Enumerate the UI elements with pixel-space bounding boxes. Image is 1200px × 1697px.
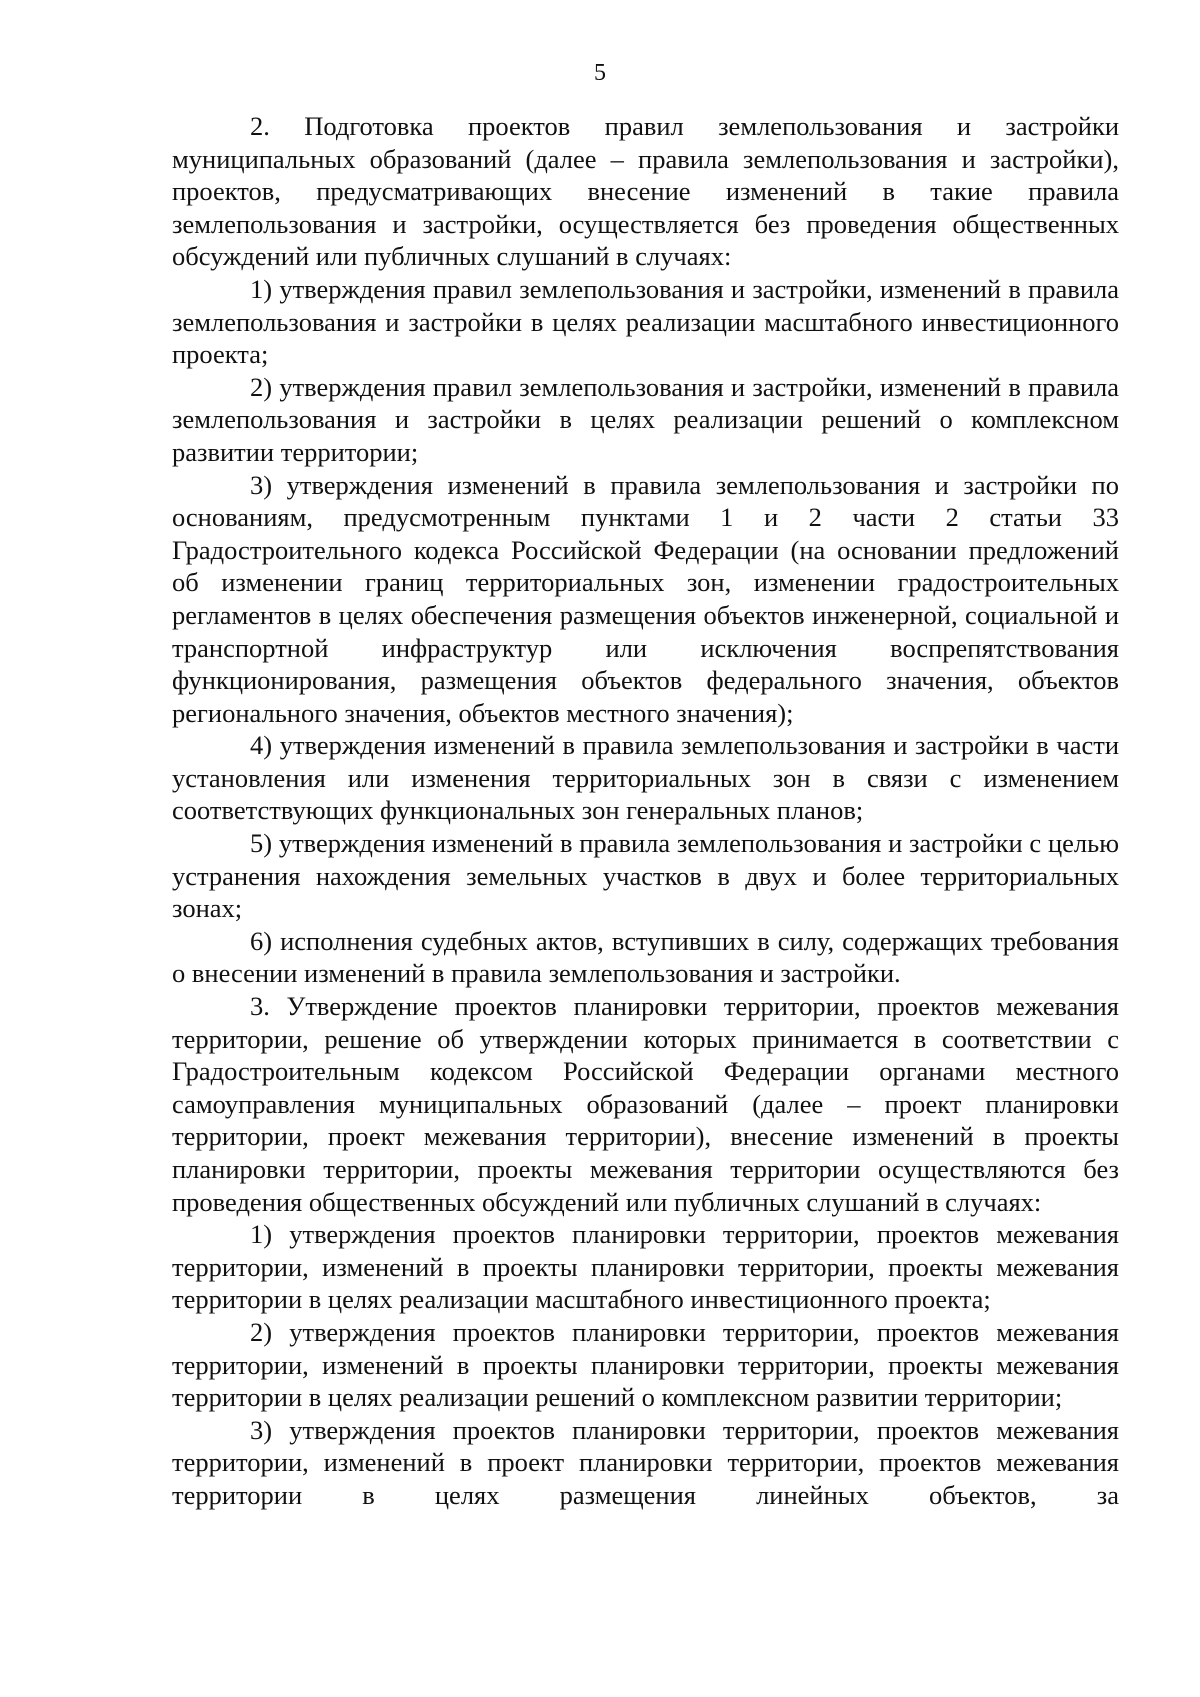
paragraph-2-item-1: 1) утверждения правил землепользования и застройки, изменений в правила землепользования и застройки в целях реализации масштабного инвестиционного проекта; bbox=[172, 273, 1119, 370]
paragraph-3: 3. Утверждение проектов планировки территории, проектов межевания территории, решение об утверждении которых принимается в соответствии с Градостроительным кодексом Российской Федерации органами местного самоуправления муниципальных образований (далее – проект планировки территории, проект межевания территории), внесение изменений в проекты планировки территории, проекты межевания территории осуществляются без проведения общественных обсуждений или публичных слушаний в случаях: bbox=[172, 991, 1119, 1217]
paragraph-2-item-2: 2) утверждения правил землепользования и застройки, изменений в правила землепользования и застройки в целях реализации решений о комплексном развитии территории; bbox=[172, 371, 1119, 467]
paragraph-2-item-4: 4) утверждения изменений в правила землепользования и застройки в части установления или изменения территориальных зон в связи с изменением соответствующих функциональных зон генеральных планов; bbox=[172, 730, 1119, 826]
paragraph-2-item-5: 5) утверждения изменений в правила землепользования и застройки с целью устранения нахождения земельных участков в двух и более территориальных зонах; bbox=[172, 828, 1119, 924]
paragraph-3-item-1: 1) утверждения проектов планировки территории, проектов межевания территории, изменений в проекты планировки территории, проекты межевания территории в целях реализации масштабного инвестиционного проекта; bbox=[172, 1219, 1119, 1315]
page-number: 5 bbox=[594, 60, 606, 86]
paragraph-2: 2. Подготовка проектов правил землепользования и застройки муниципальных образований (далее – правила землепользования и застройки), проектов, предусматривающих внесение изменений в такие правила землепользования и застройки, осуществляется без проведения общественных обсуждений или публичных слушаний в случаях: bbox=[172, 111, 1119, 272]
paragraph-2-item-3: 3) утверждения изменений в правила землепользования и застройки по основаниям, предусмотренным пунктами 1 и 2 части 2 статьи 33 Градостроительного кодекса Российской Федерации (на основании предложений об изменении границ территориальных зон, изменении градостроительных регламентов в целях обеспечения размещения объектов инженерной, социальной и транспортной инфраструктур или исключения воспрепятствования функционирования, размещения объектов федерального значения, объектов регионального значения, объектов местного значения); bbox=[172, 469, 1119, 728]
paragraph-2-item-6: 6) исполнения судебных актов, вступивших в силу, содержащих требования о внесении изменений в правила землепользования и застройки. bbox=[172, 925, 1119, 989]
paragraph-3-item-3: 3) утверждения проектов планировки территории, проектов межевания территории, изменений в проект планировки территории, проектов межевания территории в целях размещения линейных объектов, за bbox=[172, 1414, 1119, 1510]
paragraph-3-item-2: 2) утверждения проектов планировки территории, проектов межевания территории, изменений в проекты планировки территории, проекты межевания территории в целях реализации решений о комплексном развитии территории; bbox=[172, 1316, 1119, 1413]
document-body bbox=[172, 110, 1119, 1512]
